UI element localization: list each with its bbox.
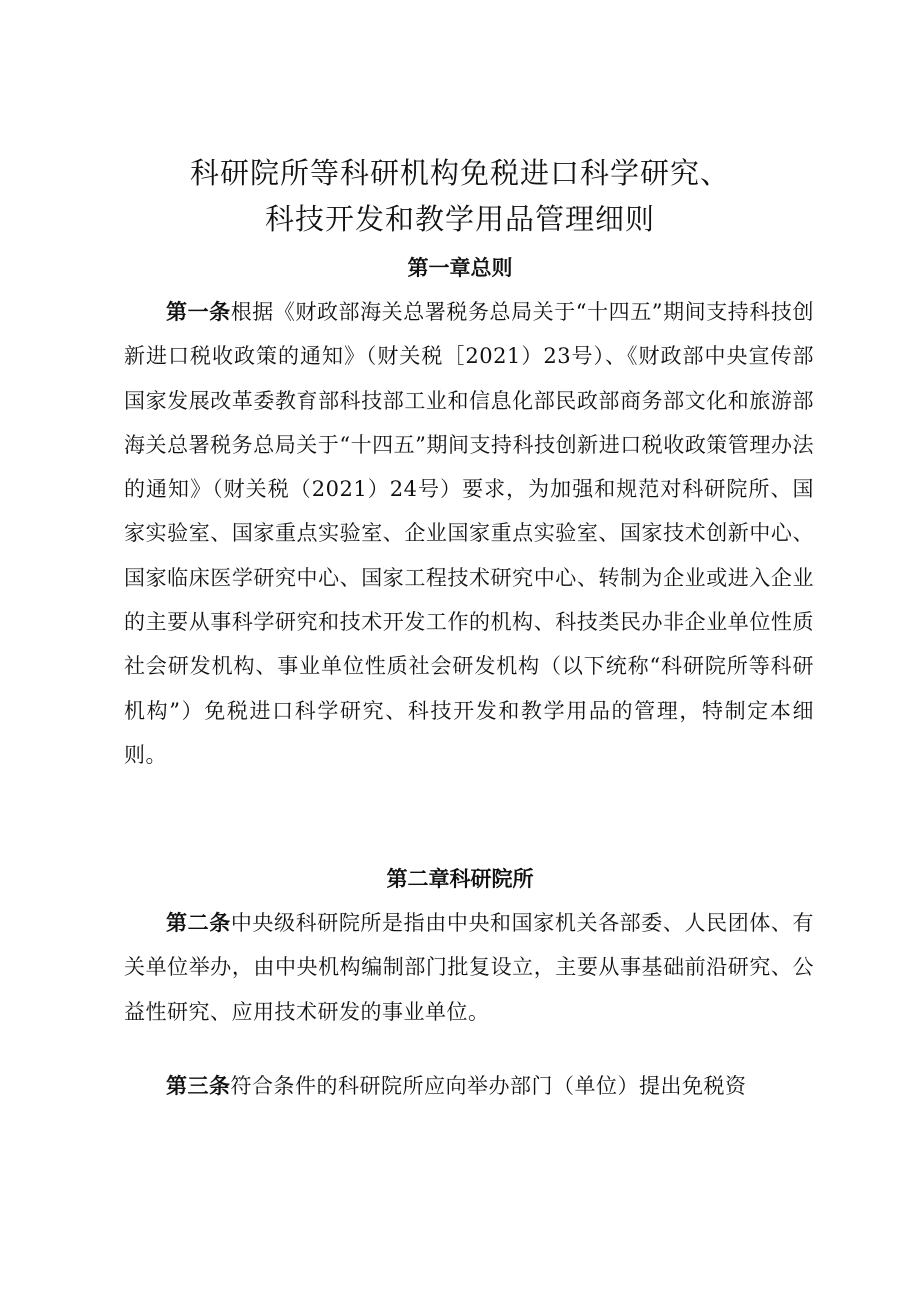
article1-text: 根据《财政部海关总署税务总局关于“十四五”期间支持科技创新进口税收政策的通知》（财关税［2021）23号）、《财政部中央宣传部国家发展改革委教育部科技部工业和信息化部民政部商务部文化和旅游部海关总署税务总局关于“十四五”期间支持科技创新进口税收政策管理办法的通知》（财关税（2021）24号）要求，为加强和规范对科研院所、国家实验室、国家重点实验室、企业国家重点实验室、国家技术创新中心、国家临床医学研究中心、国家工程技术研究中心、转制为企业或进入企业的主要从事科学研究和技术开发工作的机构、科技类民办非企业单位性质社会研发机构、事业单位性质社会研发机构（以下统称“科研院所等科研机构”）免税进口科学研究、科技开发和教学用品的管理，特制定本细则。	[124, 300, 814, 767]
article2-text: 中央级科研院所是指由中央和国家机关各部委、人民团体、有关单位举办，由中央机构编制部门批复设立，主要从事基础前沿研究、公益性研究、应用技术研发的事业单位。	[124, 911, 814, 1024]
article3-text: 符合条件的科研院所应向举办部门（单位）提出免税资	[230, 1074, 747, 1098]
document-title-line1: 科研院所等科研机构免税进口科学研究、	[189, 156, 730, 190]
article2-paragraph	[124, 901, 814, 1034]
article3-paragraph	[124, 1064, 814, 1108]
document-title-line2: 科技开发和教学用品管理细则	[264, 202, 655, 236]
article1-label: 第一条	[166, 300, 231, 324]
article2-label: 第二条	[166, 911, 231, 935]
article3-label: 第三条	[166, 1074, 231, 1098]
chapter1-heading: 第一章总则	[407, 256, 513, 280]
chapter2-heading: 第二章科研院所	[386, 867, 534, 891]
article1-paragraph	[124, 290, 814, 777]
